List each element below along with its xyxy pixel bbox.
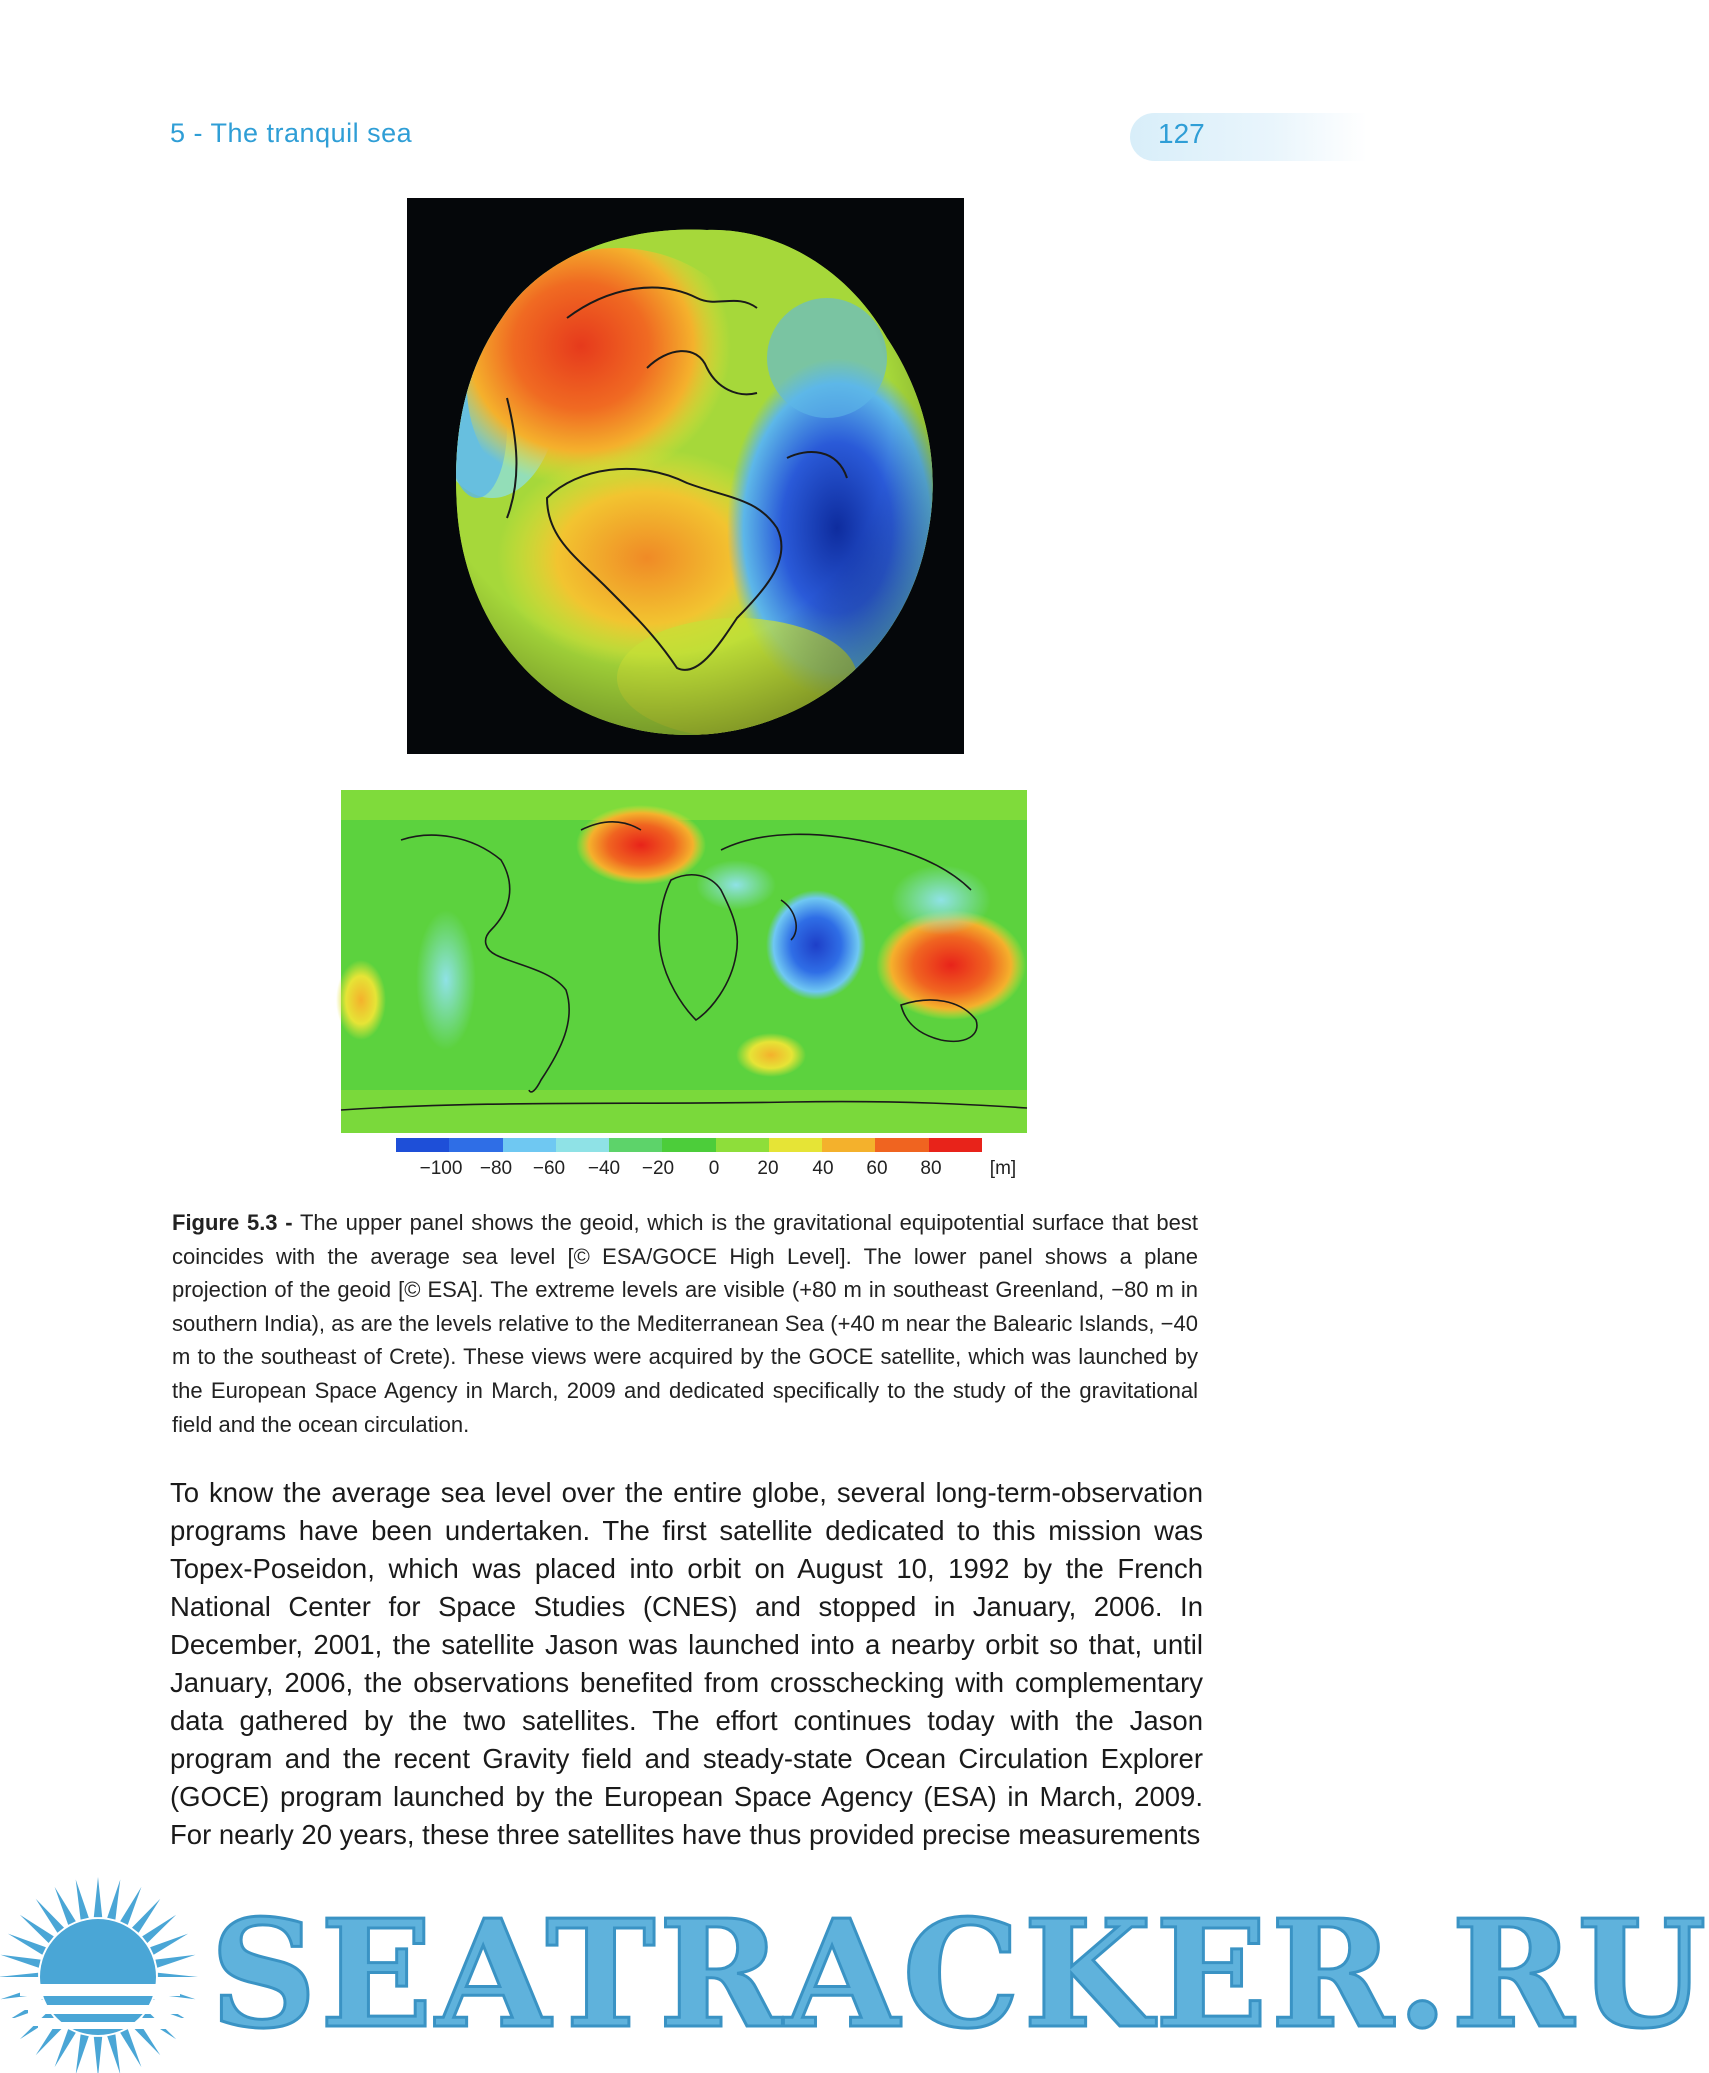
body-paragraph-text: To know the average sea level over the entire globe, several long-term-observation programs have been undertaken. The first satellite dedicated to this mission was Topex-Poseidon, which was placed into orbit on August 10, 1992 by the French National Center for Space Studies (CNES) and stopped in January, 2006. In December, 2001, the satellite Jason was launched into a nearby orbit so that, until January, 2006, the observations benefited from crosschecking with complementary data gathered by the two satellites. The effort continues today with the Jason program and the recent Gravity field and steady-state Ocean Circulation Explorer (GOCE) program launched by the European Space Agency (ESA) in March, 2009. For nearly 20 years, these three satellites have thus provided precise measurements [170,1477,1203,1850]
sun-ray [8,1934,46,1955]
colorbar-swatch [609,1138,662,1152]
colorbar-label: −60 [532,1158,566,1179]
colorbar-swatch [769,1138,822,1152]
sun-ray [107,2034,120,2073]
colorbar-swatch [716,1138,769,1152]
sun-ray [1,1955,41,1968]
figure-caption [172,1206,1198,1441]
colorbar-label: 20 [757,1158,779,1179]
figure-label: Figure 5.3 - [172,1210,293,1235]
colorbar-label: −20 [641,1158,675,1179]
colorbar-swatch [662,1138,715,1152]
sun-ray [55,2029,76,2067]
colorbar-label: −100 [419,1158,463,1179]
geoid-map-graphic [341,790,1027,1133]
geoid-globe-image [407,198,964,754]
sun-ray [107,1880,120,1920]
colorbar-swatch [396,1138,449,1152]
colorbar [396,1138,982,1152]
sun-ray [55,1887,76,1925]
colorbar-labels [396,1158,1036,1184]
sun-ray [76,1880,89,1920]
chapter-title: 5 - The tranquil sea [170,118,413,148]
sun-ray [76,2034,89,2073]
colorbar-label: 40 [812,1158,834,1179]
body-paragraph [170,1474,1203,1854]
colorbar-label: 80 [920,1158,942,1179]
colorbar-label: 0 [708,1158,720,1179]
colorbar-unit: [m] [989,1158,1017,1179]
sun-ray [94,1877,102,1917]
sun-ray [120,2029,141,2067]
geoid-globe-graphic [407,198,964,754]
sun-ray [150,1934,188,1955]
geoid-map-image [341,790,1027,1133]
page-number: 127 [1158,118,1205,149]
sun-ray [155,1955,195,1968]
colorbar-label: 60 [866,1158,888,1179]
colorbar-swatch [822,1138,875,1152]
sun-logo-icon [0,1872,220,2073]
sun-ray [120,1887,141,1925]
figure-caption-text: The upper panel shows the geoid, which is the gravitational equipotential surface that best coincides with the average sea level [© ESA/GOCE High Level]. The lower panel shows a plane projection of the geoid [© ESA]. The extreme levels are visible (+80 m in southeast Greenland, −80 m in southern India), as are the levels relative to the Mediterranean Sea (+40 m near the Balearic Islands, −40 m to the southeast of Crete). These views were acquired by the GOCE satellite, which was launched by the European Space Agency in March, 2009 and dedicated specifically to the study of the gravitational field and the ocean circulation. [172,1210,1199,1437]
colorbar-swatch [556,1138,609,1152]
watermark-text: SEATRACKER.RU [210,1887,1709,2061]
colorbar-swatch [503,1138,556,1152]
sun-ray [94,2037,102,2073]
colorbar-swatch [449,1138,502,1152]
colorbar-swatch [875,1138,928,1152]
colorbar-swatch [929,1138,982,1152]
colorbar-label: −40 [587,1158,621,1179]
colorbar-label: −80 [479,1158,513,1179]
watermark [0,1872,1709,2073]
